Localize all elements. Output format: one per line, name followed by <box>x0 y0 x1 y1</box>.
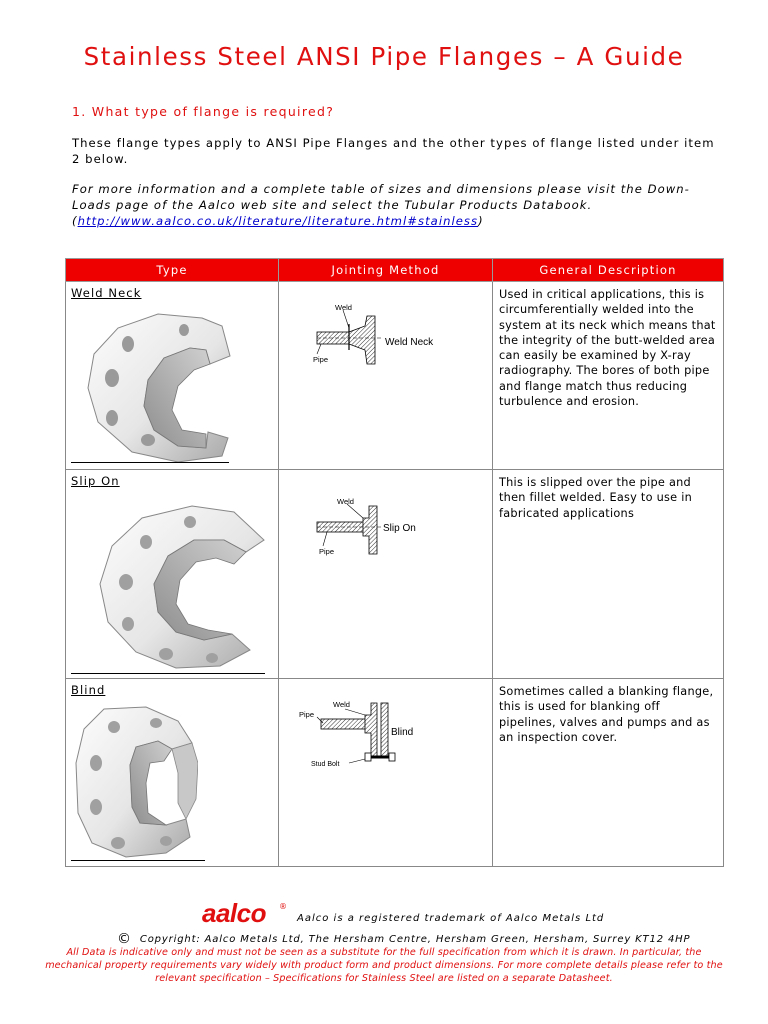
table-header-row <box>66 259 724 282</box>
description-text: This is slipped over the pipe and then fillet welded. Easy to use in fabricated applications <box>499 476 692 520</box>
copyright-text: Copyright: Aalco Metals Ltd, The Hersham Centre, Hersham Green, Hersham, Surrey KT12 4HP <box>139 934 691 945</box>
copyright-symbol: © <box>117 931 132 947</box>
pipe-label: Pipe <box>319 547 335 556</box>
literature-link[interactable]: http://www.aalco.co.uk/literature/literature.html#stainless <box>77 214 479 228</box>
link-open-paren: ( <box>72 214 78 228</box>
description-cell <box>493 679 724 867</box>
intro-paragraph: These flange types apply to ANSI Pipe Flanges and the other types of flange listed under item 2 below. <box>72 136 715 166</box>
jointing-method-cell <box>279 679 493 867</box>
disclaimer-text: All Data is indicative only and must not be seen as a substitute for the full specification from which it is drawn. In particular, the mechanical property requirements vary widely with product form and product dimensions. For more complete details please refer to the relevant specification – Specifications for Stainless Steel are listed on a separate Datasheet. <box>45 947 723 984</box>
type-name: Weld Neck <box>71 286 142 300</box>
column-header-description: General Description <box>493 259 724 282</box>
image-underline <box>71 860 205 861</box>
stud-bolt-label: Stud Bolt <box>311 761 340 768</box>
table-row-blind <box>66 679 724 867</box>
table-row-slip-on <box>66 470 724 679</box>
jointing-method-cell <box>279 282 493 470</box>
image-underline <box>71 673 265 674</box>
diagram-title: Slip On <box>383 523 416 534</box>
weld-label: Weld <box>337 497 354 506</box>
slip-on-flange-image <box>96 500 268 670</box>
pipe-label: Pipe <box>299 710 315 719</box>
description-cell <box>493 282 724 470</box>
type-cell <box>66 470 279 679</box>
type-name: Blind <box>71 683 106 697</box>
table-row-weld-neck <box>66 282 724 470</box>
description-text: Sometimes called a blanking flange, this is used for blanking off pipelines, valves and pumps and as an inspection cover. <box>499 685 714 744</box>
image-underline <box>71 462 229 463</box>
column-header-type: Type <box>66 259 279 282</box>
jointing-method-cell <box>279 470 493 679</box>
aalco-logo: aalco <box>202 898 266 928</box>
description-text: Used in critical applications, this is circumferentially welded into the system at its neck which means that the integrity of the butt-welded area can easily be examined by X-ray radiography. The bores of both pipe and flange match thus reducing turbulence and erosion. <box>499 288 716 409</box>
info-paragraph <box>72 181 722 229</box>
page-title: Stainless Steel ANSI Pipe Flanges – A Guide <box>83 42 685 71</box>
type-cell <box>66 679 279 867</box>
weld-label: Weld <box>333 700 350 709</box>
copyright-line <box>117 930 690 946</box>
trademark-text: Aalco is a registered trademark of Aalco Metals Ltd <box>297 913 605 924</box>
type-name: Slip On <box>71 474 120 488</box>
weld-neck-diagram <box>305 302 465 376</box>
pipe-label: Pipe <box>313 355 329 364</box>
description-cell <box>493 470 724 679</box>
flange-types-table <box>65 258 724 867</box>
diagram-title: Blind <box>391 727 414 738</box>
diagram-title: Weld Neck <box>385 337 434 348</box>
info-text: For more information and a complete table of sizes and dimensions please visit the Down-Loads page of the Aalco web site and select the Tubular Products Databook. <box>72 182 690 212</box>
blind-diagram <box>297 687 437 773</box>
column-header-jointing-method: Jointing Method <box>279 259 493 282</box>
link-close-paren: ) <box>478 214 484 228</box>
slip-on-diagram <box>309 494 459 566</box>
type-cell <box>66 282 279 470</box>
section-heading: 1. What type of flange is required? <box>72 104 335 119</box>
weld-neck-flange-image <box>82 306 232 462</box>
registered-mark: ® <box>279 902 287 911</box>
blind-flange-image <box>74 703 198 859</box>
weld-label: Weld <box>335 303 352 312</box>
